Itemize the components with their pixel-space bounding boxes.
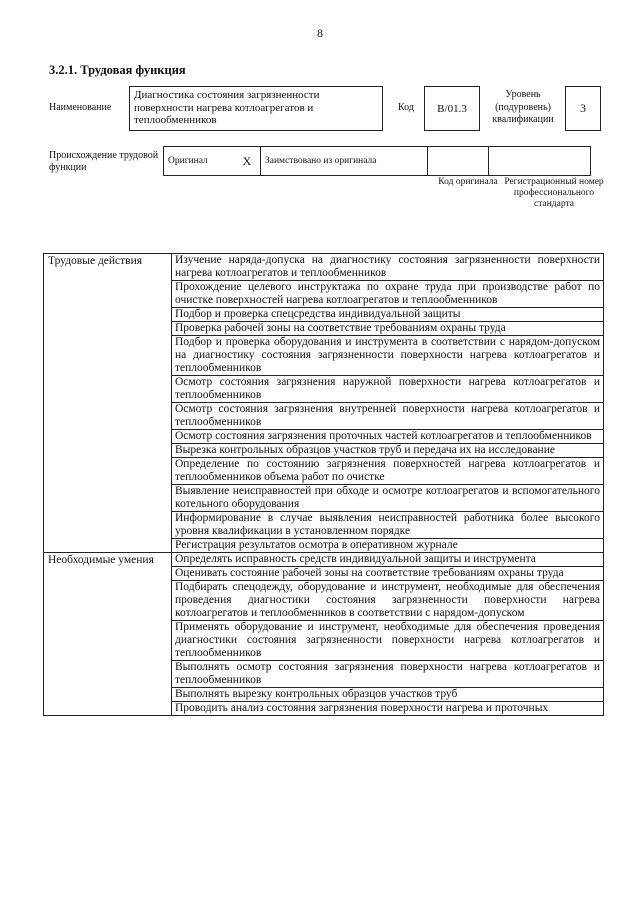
reg-number-cell [489,147,591,176]
list-item: Осмотр состояния загрязнения наружной поверхности нагрева котлоагрегатов и теплообменников [172,376,604,403]
origin-label: Происхождение трудовой функции [49,150,159,173]
list-item: Прохождение целевого инструктажа по охране труда при производстве работ по очистке поверхностей нагрева котлоагрегатов и теплообменников [172,281,604,308]
page-number: 8 [317,26,323,40]
section-name: Необходимые умения [44,553,172,716]
qualification-level-box: 3 [565,86,601,131]
table-row [44,254,604,281]
original-mark: X [234,147,261,176]
list-item: Выполнять осмотр состояния загрязнения поверхности нагрева котлоагрегатов и теплообменников [172,661,604,688]
list-item: Выявление неисправностей при обходе и осмотре котлоагрегатов и вспомогательного котельного оборудования [172,485,604,512]
section-title: 3.2.1. Трудовая функция [49,63,186,77]
function-code-box: B/01.3 [424,86,480,131]
list-item: Применять оборудование и инструмент, необходимые для обеспечения проведения диагностики состояния загрязненности поверхности нагрева котлоагрегатов и теплообменников [172,621,604,661]
list-item: Проверка рабочей зоны на соответствие требованиям охраны труда [172,322,604,336]
name-label: Наименование [49,102,112,113]
list-item: Изучение наряда-допуска на диагностику состояния загрязненности поверхности нагрева котлоагрегатов и теплообменников [172,254,604,281]
list-item: Проводить анализ состояния загрязнения поверхности нагрева и проточных [172,702,604,716]
borrowed-label: Заимствовано из оригинала [261,147,428,176]
list-item: Регистрация результатов осмотра в оперативном журнале [172,539,604,553]
function-name-box: Диагностика состояния загрязненности поверхности нагрева котлоагрегатов и теплообменников [129,86,383,131]
list-item: Подбор и проверка оборудования и инструмента в соответствии с нарядом-допуском на диагностику состояния загрязненности поверхности нагрева котлоагрегатов и теплообменников [172,336,604,376]
list-item: Вырезка контрольных образцов участков труб и передача их на исследование [172,444,604,458]
section-name: Трудовые действия [44,254,172,553]
list-item: Определение по состоянию загрязнения поверхностей нагрева котлоагрегатов и теплообменников объема работ по очистке [172,458,604,485]
original-label: Оригинал [164,147,235,176]
list-item: Подбор и проверка спецсредства индивидуальной защиты [172,308,604,322]
origin-table [163,146,591,176]
qualification-level-label: Уровень (подуровень) квалификации [492,89,554,125]
list-item: Информирование в случае выявления неисправностей работника более высокого уровня квалификации в установленном порядке [172,512,604,539]
list-item: Осмотр состояния загрязнения внутренней поверхности нагрева котлоагрегатов и теплообменников [172,403,604,430]
table-row [44,553,604,567]
code-original-cell [428,147,489,176]
function-content-table [43,253,604,716]
list-item: Осмотр состояния загрязнения проточных частей котлоагрегатов и теплообменников [172,430,604,444]
list-item: Определять исправность средств индивидуальной защиты и инструмента [172,553,604,567]
list-item: Оценивать состояние рабочей зоны на соответствие требованиям охраны труда [172,567,604,581]
reg-number-label: Регистрационный номер профессионального стандарта [504,177,604,209]
list-item: Выполнять вырезку контрольных образцов участков труб [172,688,604,702]
code-original-label: Код оригинала [438,177,498,187]
list-item: Подбирать спецодежду, оборудование и инструмент, необходимые для обеспечения проведения диагностики состояния загрязненности поверхности нагрева котлоагрегатов и теплообменников в соответствии с нарядом-допуском [172,581,604,621]
code-label: Код [398,102,414,113]
